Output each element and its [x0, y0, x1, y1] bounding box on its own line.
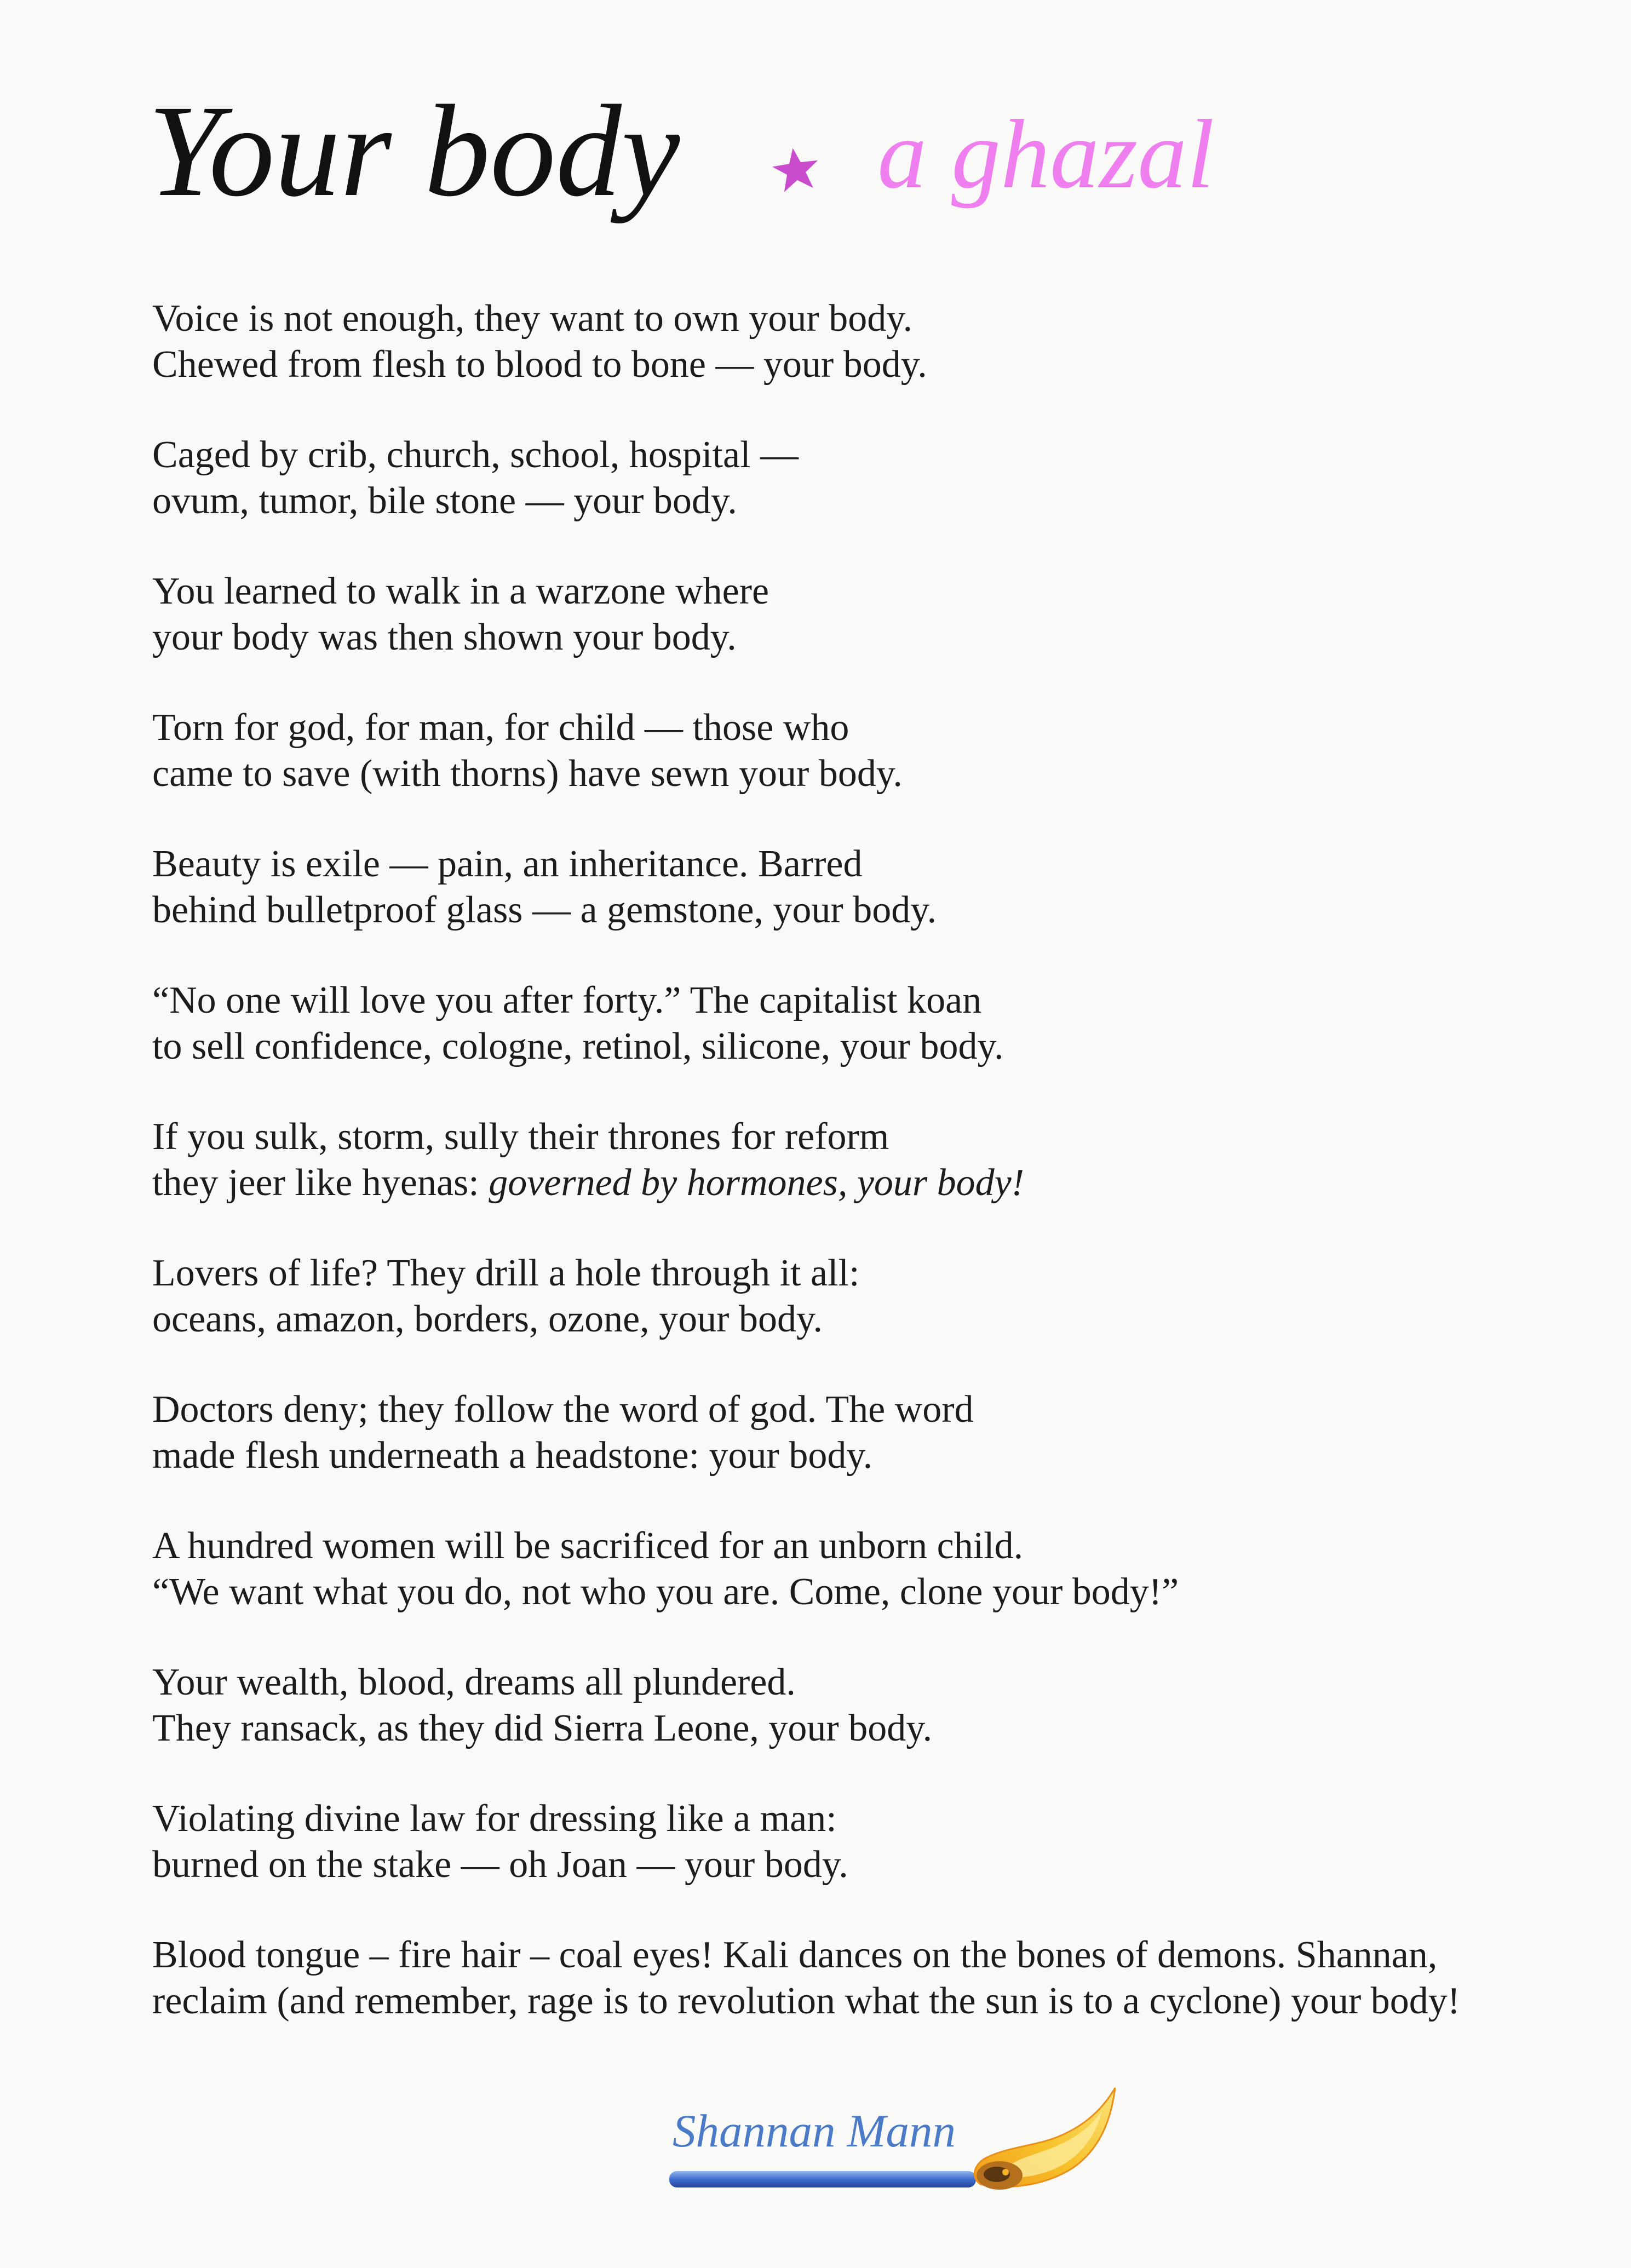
poem-line: your body was then shown your body. — [152, 616, 737, 658]
stanza-3 — [152, 569, 1576, 661]
stanza-5 — [152, 841, 1576, 933]
stanza-13 — [152, 1932, 1576, 2024]
stanza-6 — [152, 978, 1576, 1070]
poem-line: Torn for god, for man, for child — those who — [152, 707, 849, 749]
poem-line — [152, 1160, 1576, 1206]
poem-title: Your body — [148, 78, 680, 223]
stanza-1 — [152, 296, 1576, 388]
stanza-2 — [152, 432, 1576, 524]
poem-line: Voice is not enough, they want to own your body. — [152, 297, 913, 340]
poem-line: You learned to walk in a warzone where — [152, 570, 769, 612]
stanza-11 — [152, 1660, 1576, 1752]
poem-line-text: they jeer like hyenas: — [152, 1162, 489, 1204]
poem-line: Violating divine law for dressing like a man: — [152, 1798, 837, 1840]
poem-line: They ransack, as they did Sierra Leone, your body. — [152, 1707, 933, 1749]
star-icon — [769, 146, 822, 193]
stanza-9 — [152, 1387, 1576, 1479]
poem-line: A hundred women will be sacrificed for an unborn child. — [152, 1525, 1024, 1567]
poem-line: to sell confidence, cologne, retinol, silicone, your body. — [152, 1025, 1004, 1067]
poem-line: came to save (with thorns) have sewn your body. — [152, 753, 903, 795]
star-shape — [770, 146, 822, 193]
poem-line: Doctors deny; they follow the word of god. The word — [152, 1388, 974, 1431]
match-stick — [669, 2171, 976, 2187]
poem-line: “We want what you do, not who you are. Come, clone your body!” — [152, 1571, 1179, 1613]
poem-line: behind bulletproof glass — a gemstone, your body. — [152, 889, 937, 931]
poem-line: If you sulk, storm, sully their thrones for reform — [152, 1116, 889, 1158]
poem-line: Your wealth, blood, dreams all plundered. — [152, 1661, 796, 1703]
poem-line: “No one will love you after forty.” The capitalist koan — [152, 979, 982, 1021]
poem-subtitle: a ghazal — [877, 100, 1215, 209]
stanza-8 — [152, 1250, 1576, 1342]
stanza-4 — [152, 705, 1576, 797]
stanza-12 — [152, 1796, 1576, 1888]
poem-line: Caged by crib, church, school, hospital — — [152, 434, 799, 476]
poem-line: Chewed from flesh to blood to bone — your body. — [152, 343, 927, 386]
poem-line: oceans, amazon, borders, ozone, your body. — [152, 1298, 823, 1340]
poem-line: reclaim (and remember, rage is to revolution what the sun is to a cyclone) your body! — [152, 1980, 1461, 2022]
poem-line: Blood tongue – fire hair – coal eyes! Kali dances on the bones of demons. Shannan, — [152, 1934, 1438, 1976]
stanza-10 — [152, 1523, 1576, 1615]
poem-line-emphasis: governed by hormones, your body! — [489, 1162, 1025, 1204]
poem-line: Lovers of life? They drill a hole through it all: — [152, 1252, 860, 1294]
poem-line: Beauty is exile — pain, an inheritance. Barred — [152, 843, 863, 885]
poem-line: made flesh underneath a headstone: your body. — [152, 1434, 873, 1477]
lit-match-icon — [657, 2076, 1139, 2202]
poem-body — [152, 296, 1576, 2069]
poem-line: ovum, tumor, bile stone — your body. — [152, 480, 737, 522]
stanza-7 — [152, 1114, 1576, 1206]
poem-line: burned on the stake — oh Joan — your body. — [152, 1844, 848, 1886]
match-ember — [1002, 2169, 1009, 2175]
author-signature: Shannan Mann — [673, 2105, 956, 2157]
